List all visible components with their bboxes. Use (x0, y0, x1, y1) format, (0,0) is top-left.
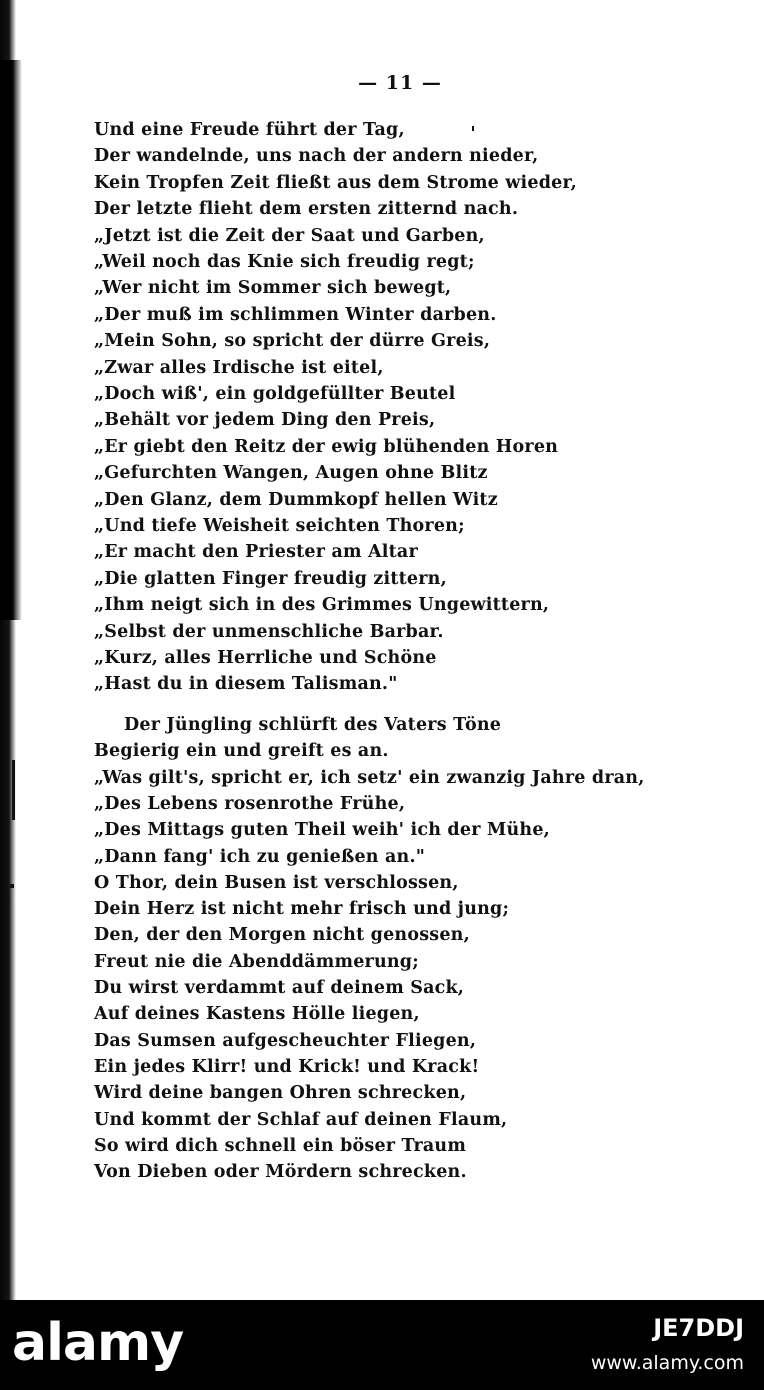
binding-shadow-dark (0, 60, 22, 620)
poem-line: Kein Tropfen Zeit fließt aus dem Strome wieder, (94, 173, 577, 193)
poem-line: „Jetzt ist die Zeit der Saat und Garben, (94, 226, 485, 246)
page-number: — 11 — (358, 72, 442, 94)
poem-line: O Thor, dein Busen ist verschlossen, (94, 873, 459, 893)
poem-line: „Hast du in diesem Talisman." (94, 674, 398, 694)
image-id: JE7DDJ (653, 1314, 744, 1342)
scan-speck (10, 884, 14, 888)
watermark-footer (0, 1300, 764, 1390)
poem-line: Und eine Freude führt der Tag, (94, 120, 405, 140)
poem-line: „Den Glanz, dem Dummkopf hellen Witz (94, 490, 498, 510)
poem-line: Der wandelnde, uns nach der andern nieder, (94, 146, 539, 166)
poem-line: „Weil noch das Knie sich freudig regt; (94, 252, 475, 272)
poem-line: „Doch wiß', ein goldgefüllter Beutel (94, 384, 456, 404)
poem-line: So wird dich schnell ein böser Traum (94, 1136, 467, 1156)
poem-line: Ein jedes Klirr! und Krick! und Krack! (94, 1057, 480, 1077)
poem-line: „Und tiefe Weisheit seichten Thoren; (94, 516, 465, 536)
scan-speck (472, 126, 474, 131)
poem-line: Der Jüngling schlürft des Vaters Töne (124, 715, 502, 735)
poem-line: Das Sumsen aufgescheuchter Fliegen, (94, 1031, 477, 1051)
site-url: www.alamy.com (590, 1352, 744, 1374)
poem-line: „Zwar alles Irdische ist eitel, (94, 358, 384, 378)
poem-line: Von Dieben oder Mördern schrecken. (94, 1162, 467, 1182)
poem-line: „Ihm neigt sich in des Grimmes Ungewittern, (94, 595, 550, 615)
brand-logo: alamy (12, 1313, 184, 1373)
poem-line: „Wer nicht im Sommer sich bewegt, (94, 278, 452, 298)
scan-speck (6, 898, 9, 901)
poem-line: „Er giebt den Reitz der ewig blühenden Horen (94, 437, 559, 457)
poem-line: „Er macht den Priester am Altar (94, 542, 418, 562)
poem-line: „Dann fang' ich zu genießen an." (94, 847, 426, 867)
poem-line: Wird deine bangen Ohren schrecken, (94, 1083, 467, 1103)
poem-line: „Des Mittags guten Theil weih' ich der Mühe, (94, 820, 550, 840)
scan-mark (12, 760, 15, 820)
poem-line: Auf deines Kastens Hölle liegen, (94, 1004, 420, 1024)
poem-line: Du wirst verdammt auf deinem Sack, (94, 978, 465, 998)
poem-line: Der letzte flieht dem ersten zitternd nach. (94, 199, 519, 219)
poem-line: Freut nie die Abenddämmerung; (94, 952, 419, 972)
poem-line: „Die glatten Finger freudig zittern, (94, 569, 447, 589)
poem-line: „Behält vor jedem Ding den Preis, (94, 410, 436, 430)
poem-line: „Des Lebens rosenrothe Frühe, (94, 794, 406, 814)
poem-line: „Kurz, alles Herrliche und Schöne (94, 648, 437, 668)
poem-line: Den, der den Morgen nicht genossen, (94, 925, 470, 945)
poem-line: „Gefurchten Wangen, Augen ohne Blitz (94, 463, 488, 483)
poem-line: „Selbst der unmenschliche Barbar. (94, 622, 444, 642)
poem-line: „Was gilt's, spricht er, ich setz' ein zwanzig Jahre dran, (94, 768, 645, 788)
poem-line: „Mein Sohn, so spricht der dürre Greis, (94, 331, 491, 351)
poem-line: Begierig ein und greift es an. (94, 741, 389, 761)
poem-line: Und kommt der Schlaf auf deinen Flaum, (94, 1110, 508, 1130)
poem-line: „Der muß im schlimmen Winter darben. (94, 305, 497, 325)
poem-line: Dein Herz ist nicht mehr frisch und jung; (94, 899, 510, 919)
